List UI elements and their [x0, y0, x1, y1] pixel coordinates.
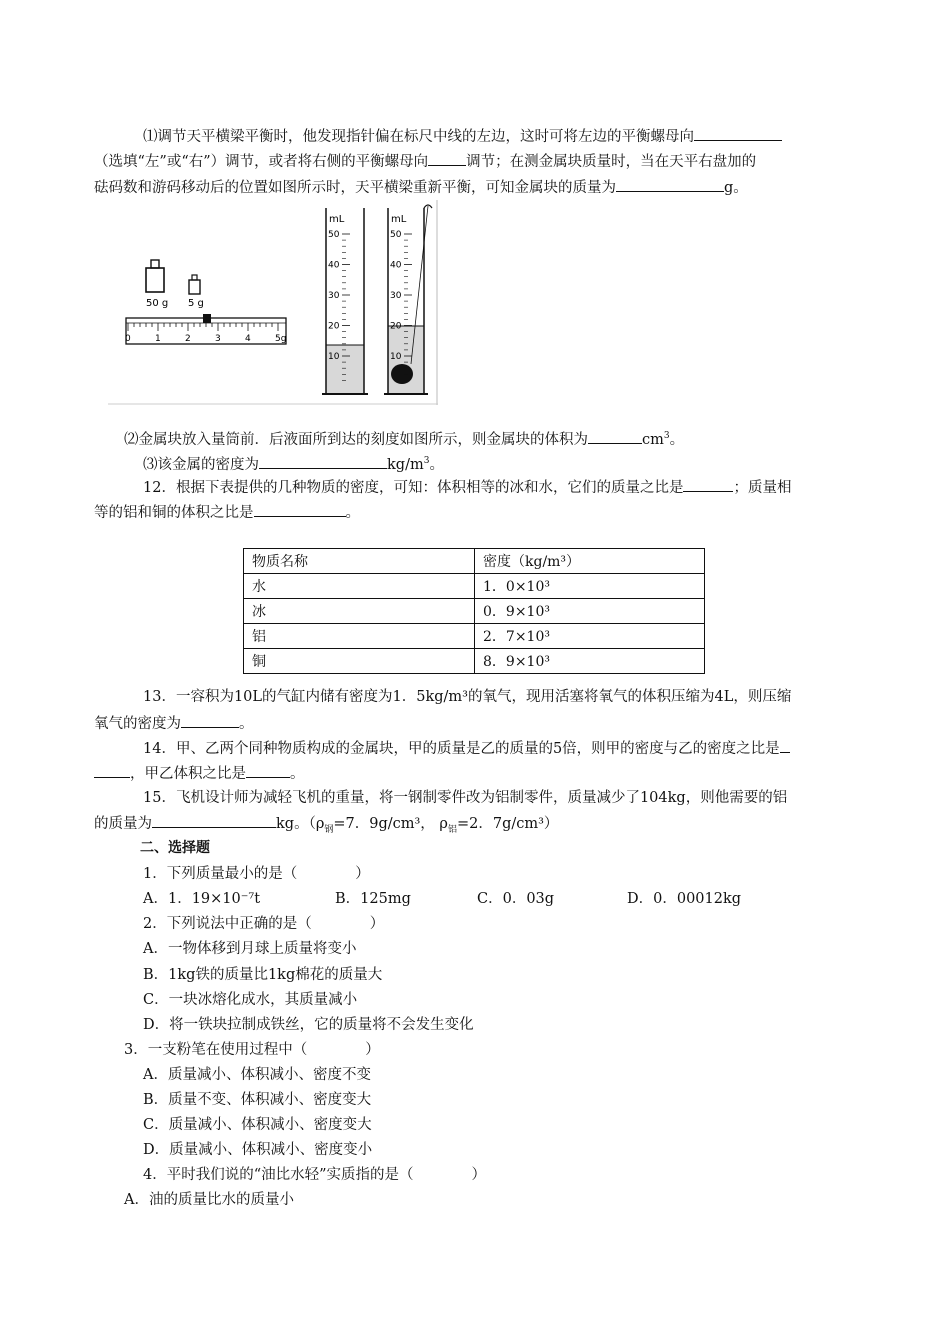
mc4-stem: 4．平时我们说的“油比水轻”实质指的是（ ） — [143, 1167, 487, 1183]
q14-text-a: 14．甲、乙两个同种物质构成的金属块，甲的质量是乙的质量的5倍，则甲的密度与乙的密度之比是 — [143, 741, 780, 757]
answer-blank[interactable] — [616, 177, 724, 192]
mc1-option-d[interactable]: D．0．00012kg — [627, 891, 742, 907]
q14-line2 — [94, 763, 305, 784]
q12-line2 — [94, 502, 360, 523]
weight-5g-icon — [189, 275, 200, 294]
cylinder-mark-label: 30 — [390, 291, 402, 301]
cylinder-mark-label: 50 — [390, 230, 402, 240]
q15-text-e: =2．7g/cm³） — [456, 816, 559, 832]
metal-block-icon — [391, 364, 413, 384]
table-cell: 2．7×10³ — [475, 624, 705, 649]
q11-part1-text-b: （选填“左”或“右”）调节，或者将右侧的平衡螺母向 — [94, 154, 429, 170]
cylinder-mark-label: 20 — [328, 321, 340, 332]
cylinder-unit-label: mL — [329, 214, 345, 225]
cylinder-mark-label: 40 — [390, 260, 402, 271]
mc1-option-b[interactable]: B．125mg — [335, 891, 411, 907]
answer-blank[interactable] — [152, 813, 276, 828]
q11-part2 — [124, 426, 684, 450]
q11-part1-line3 — [94, 177, 748, 198]
q12-text-c: 等的铝和铜的体积之比是 — [94, 505, 254, 521]
answer-blank[interactable] — [259, 454, 387, 469]
ruler-tick-label: 1 — [155, 334, 161, 344]
cylinder-mark-label: 20 — [390, 321, 402, 332]
answer-blank[interactable] — [254, 502, 346, 517]
answer-blank[interactable] — [94, 763, 130, 778]
ruler-tick-label: 2 — [185, 334, 191, 344]
answer-blank[interactable] — [246, 763, 290, 778]
weight-50g-icon — [146, 260, 164, 292]
mc2-option-d[interactable]: D．将一铁块拉制成铁丝，它的质量将不会发生变化 — [143, 1017, 474, 1033]
q13-line1 — [143, 687, 791, 707]
q14-text-b: ，甲乙体积之比是 — [130, 766, 246, 782]
q14-text-c: 。 — [290, 766, 305, 782]
mc3-option-c[interactable]: C．质量减小、体积减小、密度变大 — [143, 1117, 372, 1133]
q14-line1 — [143, 738, 790, 759]
answer-blank[interactable] — [428, 151, 466, 166]
q11-part3 — [143, 451, 444, 475]
mc1-option-a[interactable]: A．1．19×10⁻⁷t — [143, 891, 261, 907]
weight-5g-label: 5 g — [188, 298, 204, 309]
table-cell: 冰 — [244, 599, 475, 624]
q11-part2-text: ⑵金属块放入量筒前．后液面所到达的刻度如图所示，则金属块的体积为 — [124, 431, 588, 448]
q11-part1-text-c: 调节；在测金属块质量时，当在天平右盘加的 — [466, 154, 757, 170]
q15-text-a: 15．飞机设计师为减轻飞机的重量，将一钢制零件改为铝制零件，质量减少了104kg，则他需要的铝 — [143, 790, 788, 806]
q11-part1-text-e: g。 — [724, 180, 748, 196]
q11-part3-exp: 3 — [423, 456, 430, 466]
mc1-option-c[interactable]: C．0．03g — [477, 891, 555, 907]
mc2-option-c[interactable]: C．一块冰熔化成水，其质量减小 — [143, 992, 358, 1008]
q15-line1 — [143, 788, 787, 808]
cylinder-mark-label: 10 — [390, 352, 402, 362]
cylinder-mark-label: 10 — [328, 352, 340, 362]
q11-part2-end: 。 — [669, 431, 685, 448]
q13-text-b: 氧气的密度为 — [94, 716, 181, 732]
mc1-stem: 1．下列质量最小的是（ ） — [143, 866, 370, 882]
table-row — [244, 599, 705, 624]
balance-and-cylinder-figure — [108, 200, 438, 405]
section-heading: 二、选择题 — [140, 840, 210, 856]
ruler-tick-label: 0 — [125, 334, 131, 344]
q13-text-a: 13．一容积为10L的气缸内储有密度为1．5kg/m³的氧气，现用活塞将氧气的体积压缩为4L，则压缩 — [143, 689, 792, 705]
cylinder-mark-label: 30 — [328, 291, 340, 301]
q12-line1 — [143, 477, 791, 498]
q12-text-d: 。 — [345, 505, 360, 521]
ruler-tick-label: 4 — [245, 334, 251, 344]
mc3-stem: 3．一支粉笔在使用过程中（ ） — [124, 1042, 380, 1058]
ruler-tick-label: 5g — [275, 334, 287, 344]
q11-part1-line1 — [143, 126, 782, 147]
table-cell: 水 — [244, 574, 475, 599]
q11-part1-line2 — [94, 151, 756, 172]
q11-part3-end: 。 — [429, 456, 444, 473]
answer-blank[interactable] — [683, 477, 733, 492]
cylinder-mark-label: 50 — [328, 230, 340, 240]
q13-line2 — [94, 713, 254, 734]
q15-line2 — [94, 813, 558, 840]
q15-sub-aluminum: 铝 — [447, 824, 457, 835]
rider-scale-ruler — [126, 314, 286, 344]
q15-text-d: =7．9g/cm³， ρ — [333, 816, 448, 832]
q11-part2-unit: cm — [642, 431, 664, 448]
mc4-option-a[interactable]: A．油的质量比水的质量小 — [124, 1192, 294, 1208]
table-row — [244, 574, 705, 599]
cylinder-unit-label: mL — [391, 214, 407, 225]
q15-text-c: kg。（ρ — [276, 816, 325, 832]
q13-text-c: 。 — [239, 716, 254, 732]
answer-blank[interactable] — [780, 738, 790, 753]
q12-text-a: 12．根据下表提供的几种物质的密度，可知：体积相等的冰和水，它们的质量之比是 — [143, 480, 684, 496]
table-row — [244, 649, 705, 674]
mc2-option-a[interactable]: A．一物体移到月球上质量将变小 — [143, 941, 357, 957]
answer-blank[interactable] — [588, 429, 642, 444]
table-cell: 1．0×10³ — [475, 574, 705, 599]
mc3-option-b[interactable]: B．质量不变、体积减小、密度变大 — [143, 1092, 372, 1108]
answer-blank[interactable] — [181, 713, 239, 728]
table-cell: 铝 — [244, 624, 475, 649]
mc3-option-a[interactable]: A．质量减小、体积减小、密度不变 — [143, 1067, 371, 1083]
mc2-stem: 2．下列说法中正确的是（ ） — [143, 916, 385, 932]
density-table — [243, 548, 705, 674]
answer-blank[interactable] — [694, 126, 782, 141]
table-header-row — [244, 549, 705, 574]
q15-text-b: 的质量为 — [94, 816, 152, 832]
q15-sub-steel: 钢 — [324, 824, 334, 835]
q12-text-b: ；质量相 — [733, 480, 792, 496]
weight-50g-label: 50 g — [146, 298, 169, 309]
ruler-tick-labels — [125, 334, 286, 344]
q11-part3-unit: kg/m — [387, 456, 424, 473]
table-cell: 0．9×10³ — [475, 599, 705, 624]
mc3-option-d[interactable]: D．质量减小、体积减小、密度变小 — [143, 1142, 373, 1158]
cylinder-mark-label: 40 — [328, 260, 340, 271]
ruler-tick-label: 3 — [215, 334, 221, 344]
q11-part3-text: ⑶该金属的密度为 — [143, 456, 259, 473]
table-row — [244, 624, 705, 649]
table-header-cell: 物质名称 — [244, 549, 475, 574]
q11-part1-text-a: ⑴调节天平横梁平衡时，他发现指针偏在标尺中线的左边，这时可将左边的平衡螺母向 — [143, 129, 694, 145]
table-cell: 铜 — [244, 649, 475, 674]
q11-part1-text-d: 砝码数和游码移动后的位置如图所示时，天平横梁重新平衡，可知金属块的质量为 — [94, 180, 616, 196]
q11-part2-exp: 3 — [663, 431, 670, 441]
table-header-cell: 密度（kg/m³） — [475, 549, 705, 574]
table-cell: 8．9×10³ — [475, 649, 705, 674]
mc2-option-b[interactable]: B．1kg铁的质量比1kg棉花的质量大 — [143, 967, 383, 983]
